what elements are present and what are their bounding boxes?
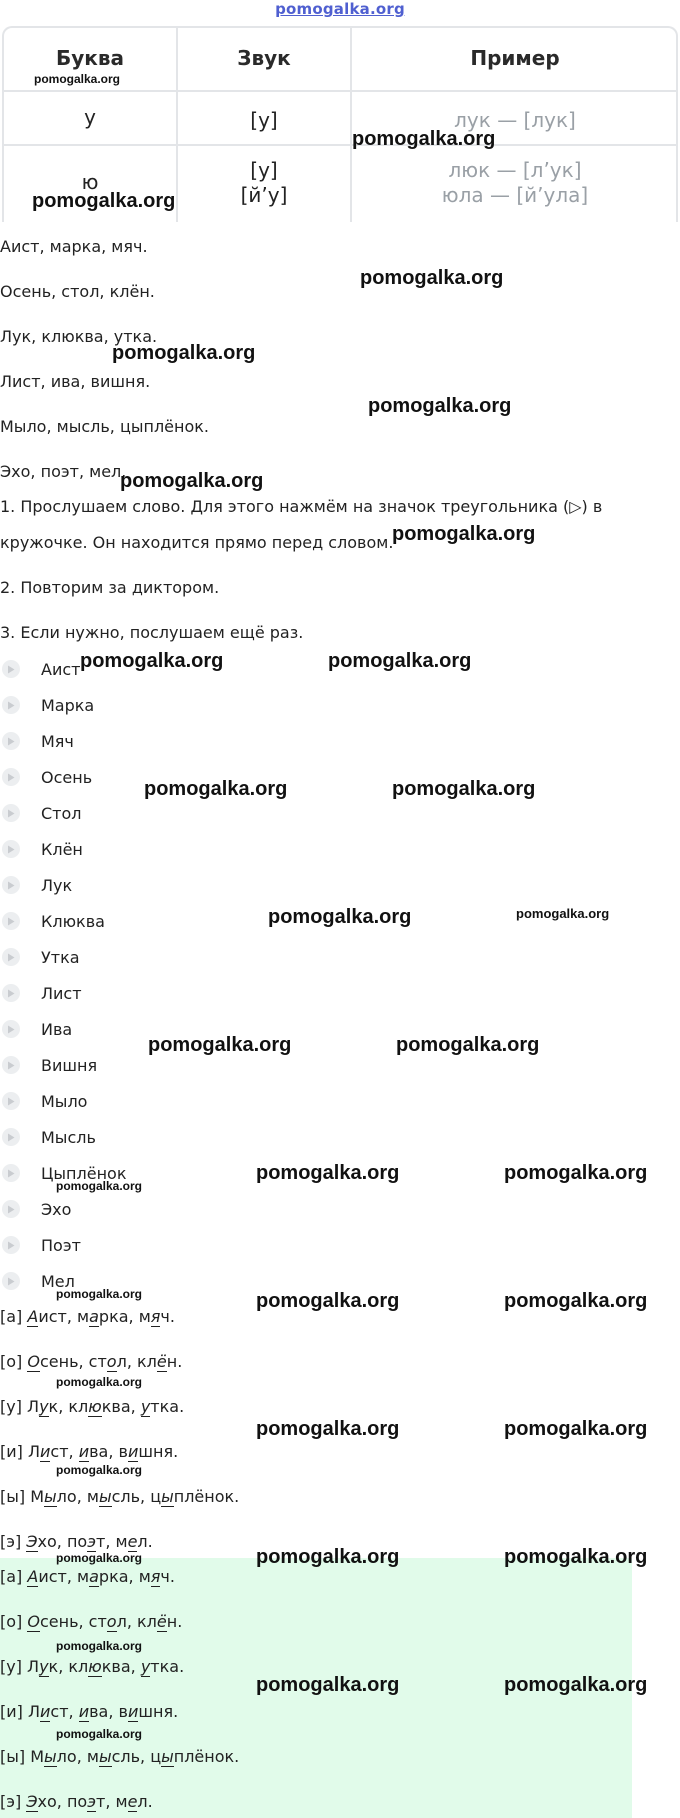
- answer-text: хо, по: [37, 1792, 88, 1811]
- answer-sound: [и]: [0, 1702, 23, 1721]
- audio-item: [0, 981, 82, 1005]
- vowel-mark: у: [39, 1397, 49, 1416]
- answer-line: [0, 1397, 184, 1416]
- watermark: pomogalka.org: [34, 72, 121, 86]
- answer-line: [0, 1352, 182, 1371]
- watermark: pomogalka.org: [120, 470, 264, 492]
- answer-text: М: [30, 1487, 45, 1506]
- watermark: pomogalka.org: [268, 906, 412, 928]
- answer-text: Л: [27, 1397, 40, 1416]
- watermark: pomogalka.org: [256, 1546, 400, 1568]
- answer-text: Л: [27, 1657, 40, 1676]
- answer-text: рка, м: [98, 1567, 151, 1586]
- vowel-mark: и: [78, 1702, 90, 1721]
- answer-text: Л: [27, 1442, 41, 1461]
- answer-text: сень, ст: [39, 1352, 107, 1371]
- header-letter: Буква: [55, 46, 124, 70]
- audio-item: [0, 1053, 98, 1077]
- vowel-mark: и: [40, 1442, 51, 1461]
- watermark: pomogalka.org: [256, 1674, 400, 1696]
- play-button-icon[interactable]: [2, 1056, 20, 1074]
- answer-text: сль, ц: [111, 1487, 162, 1506]
- audio-word-label: Ива: [41, 1019, 73, 1039]
- audio-word-label: Мыло: [41, 1091, 88, 1111]
- answer-line: [0, 1487, 239, 1506]
- play-button-icon[interactable]: [2, 1272, 20, 1290]
- answer-text: Л: [27, 1702, 41, 1721]
- vowel-mark: ы: [98, 1747, 112, 1766]
- watermark: pomogalka.org: [56, 1179, 143, 1193]
- vowel-mark: я: [150, 1567, 161, 1586]
- answer-sound: [ы]: [0, 1747, 26, 1766]
- audio-item: [0, 1233, 81, 1257]
- answer-text: н.: [166, 1352, 183, 1371]
- vowel-mark: я: [150, 1307, 161, 1326]
- header-example: Пример: [470, 46, 560, 70]
- row1-sound: [у]: [250, 108, 278, 132]
- answer-text: ва, в: [89, 1442, 128, 1461]
- audio-word-label: Утка: [41, 947, 80, 967]
- answer-text: ст,: [50, 1702, 79, 1721]
- answer-text: л, кл: [116, 1352, 157, 1371]
- play-button-icon[interactable]: [2, 768, 20, 786]
- audio-item: [0, 693, 95, 717]
- watermark: pomogalka.org: [256, 1418, 400, 1440]
- row2-sound1: [у]: [250, 158, 278, 182]
- answer-text: ло, м: [56, 1747, 99, 1766]
- answer-text: н.: [166, 1612, 183, 1631]
- answer-text: ва, в: [89, 1702, 128, 1721]
- play-button-icon[interactable]: [2, 804, 20, 822]
- answer-sound: [а]: [0, 1567, 23, 1586]
- vowel-mark: е: [127, 1532, 138, 1551]
- audio-word-label: Эхо: [41, 1199, 72, 1219]
- answer-line: [0, 1567, 175, 1586]
- row1-letter: у: [84, 105, 96, 129]
- play-button-icon[interactable]: [2, 840, 20, 858]
- audio-word-label: Клён: [41, 839, 83, 859]
- divider: [4, 144, 676, 146]
- answer-text: сень, ст: [39, 1612, 107, 1631]
- word-line: Аист, марка, мяч.: [0, 237, 148, 256]
- play-button-icon[interactable]: [2, 984, 20, 1002]
- vowel-mark: ы: [161, 1747, 174, 1766]
- vowel-mark: е: [127, 1792, 138, 1811]
- answer-sound: [ы]: [0, 1487, 26, 1506]
- audio-item: [0, 1017, 73, 1041]
- vowel-mark: о: [106, 1612, 117, 1631]
- vowel-mark: ё: [156, 1612, 167, 1631]
- answer-text: сль, ц: [111, 1747, 162, 1766]
- play-button-icon[interactable]: [2, 660, 20, 678]
- answer-text: ло, м: [56, 1487, 99, 1506]
- answer-line: [0, 1792, 153, 1811]
- watermark: pomogalka.org: [396, 1034, 540, 1056]
- audio-item: [0, 1125, 96, 1149]
- vowel-mark: О: [27, 1352, 40, 1371]
- audio-item: [0, 945, 80, 969]
- answer-text: л.: [137, 1792, 153, 1811]
- audio-item: [0, 729, 74, 753]
- play-button-icon[interactable]: [2, 1200, 20, 1218]
- step-3: 3. Если нужно, послушаем ещё раз.: [0, 623, 304, 642]
- audio-word-label: Марка: [41, 695, 95, 715]
- watermark: pomogalka.org: [148, 1034, 292, 1056]
- watermark: pomogalka.org: [504, 1290, 648, 1312]
- watermark: pomogalka.org: [392, 523, 536, 545]
- answer-line: [0, 1747, 239, 1766]
- answer-sound: [а]: [0, 1307, 23, 1326]
- answer-line: [0, 1657, 184, 1676]
- answer-text: т, м: [96, 1792, 128, 1811]
- audio-item: [0, 873, 73, 897]
- play-button-icon[interactable]: [2, 1236, 20, 1254]
- vowel-mark: э: [87, 1792, 96, 1811]
- vowel-mark: а: [89, 1307, 99, 1326]
- answer-text: ист, м: [38, 1307, 90, 1326]
- audio-item: [0, 1161, 127, 1185]
- step-1: 1. Прослушаем слово. Для этого нажмём на значок треугольника (▷) в: [0, 497, 603, 516]
- watermark: pomogalka.org: [504, 1546, 648, 1568]
- vowel-mark: ы: [44, 1747, 57, 1766]
- play-button-icon[interactable]: [2, 732, 20, 750]
- play-button-icon[interactable]: [2, 948, 20, 966]
- row2-letter: ю: [81, 170, 99, 194]
- watermark: pomogalka.org: [56, 1551, 143, 1565]
- audio-word-label: Цыплёнок: [41, 1163, 127, 1183]
- play-button-icon[interactable]: [2, 1020, 20, 1038]
- answer-sound: [э]: [0, 1532, 22, 1551]
- row2-sound2: [й’у]: [240, 183, 288, 207]
- row2-example2: юла — [й’ула]: [441, 183, 589, 207]
- vowel-mark: ю: [88, 1657, 102, 1676]
- answer-text: тка.: [150, 1397, 185, 1416]
- answer-text: ист, м: [38, 1567, 90, 1586]
- watermark: pomogalka.org: [504, 1162, 648, 1184]
- watermark: pomogalka.org: [56, 1287, 143, 1301]
- audio-word-label: Мел: [41, 1271, 75, 1291]
- row1-example: лук — [лук]: [454, 108, 576, 132]
- answer-line: [0, 1307, 175, 1326]
- audio-item: [0, 657, 81, 681]
- answer-text: шня.: [138, 1702, 179, 1721]
- audio-word-label: Поэт: [41, 1235, 81, 1255]
- word-line: Лук, клюква, утка.: [0, 327, 158, 346]
- vowel-mark: О: [27, 1612, 40, 1631]
- word-line: Эхо, поэт, мел.: [0, 462, 127, 481]
- divider: [4, 90, 676, 92]
- vowel-mark: у: [140, 1397, 151, 1416]
- vowel-mark: и: [127, 1442, 139, 1461]
- vowel-mark: ы: [44, 1487, 57, 1506]
- audio-word-label: Вишня: [41, 1055, 98, 1075]
- watermark: pomogalka.org: [56, 1375, 143, 1389]
- watermark: pomogalka.org: [516, 906, 610, 921]
- answer-line: [0, 1442, 178, 1461]
- vowel-mark: и: [40, 1702, 51, 1721]
- watermark: pomogalka.org: [328, 650, 472, 672]
- vowel-mark: и: [127, 1702, 139, 1721]
- vowel-mark: А: [27, 1307, 39, 1326]
- watermark: pomogalka.org: [32, 190, 176, 212]
- watermark: pomogalka.org: [56, 1727, 143, 1741]
- audio-word-label: Мысль: [41, 1127, 96, 1147]
- vowel-mark: Э: [26, 1792, 38, 1811]
- answer-text: ч.: [160, 1307, 175, 1326]
- answer-text: шня.: [138, 1442, 179, 1461]
- answer-sound: [и]: [0, 1442, 23, 1461]
- answer-text: рка, м: [98, 1307, 151, 1326]
- answer-sound: [о]: [0, 1352, 23, 1371]
- answer-sound: [э]: [0, 1792, 22, 1811]
- audio-item: [0, 1089, 88, 1113]
- audio-word-label: Клюква: [41, 911, 105, 931]
- answer-text: ст,: [50, 1442, 79, 1461]
- audio-item: [0, 1269, 75, 1293]
- step-1-cont: кружочке. Он находится прямо перед словом.: [0, 533, 394, 552]
- answer-line: [0, 1612, 182, 1631]
- vowel-mark: ё: [156, 1352, 167, 1371]
- answer-line: [0, 1532, 153, 1551]
- play-button-icon[interactable]: [2, 1092, 20, 1110]
- answer-text: хо, по: [37, 1532, 88, 1551]
- answer-sound: [у]: [0, 1657, 22, 1676]
- answer-sound: [у]: [0, 1397, 22, 1416]
- answer-text: тка.: [150, 1657, 185, 1676]
- answer-text: М: [30, 1747, 45, 1766]
- vowel-mark: у: [140, 1657, 151, 1676]
- play-button-icon[interactable]: [2, 696, 20, 714]
- watermark: pomogalka.org: [504, 1418, 648, 1440]
- answer-text: к, кл: [48, 1397, 89, 1416]
- vowel-mark: и: [78, 1442, 90, 1461]
- word-line: Осень, стол, клён.: [0, 282, 155, 301]
- header-sound: Звук: [237, 46, 291, 70]
- vowel-mark: ы: [161, 1487, 174, 1506]
- play-button-icon[interactable]: [2, 876, 20, 894]
- watermark: pomogalka.org: [56, 1463, 143, 1477]
- word-line: Лист, ива, вишня.: [0, 372, 151, 391]
- audio-item: [0, 1197, 72, 1221]
- watermark: pomogalka.org: [56, 1639, 143, 1653]
- vowel-mark: о: [106, 1352, 117, 1371]
- row2-example1: люк — [л’ук]: [448, 158, 582, 182]
- audio-word-label: Стол: [41, 803, 82, 823]
- vowel-mark: ю: [88, 1397, 102, 1416]
- site-link[interactable]: pomogalka.org: [275, 0, 405, 18]
- answer-text: т, м: [96, 1532, 128, 1551]
- vowel-mark: А: [27, 1567, 39, 1586]
- audio-word-label: Лук: [41, 875, 73, 895]
- word-line: Мыло, мысль, цыплёнок.: [0, 417, 210, 436]
- answer-text: ква,: [101, 1657, 141, 1676]
- answer-text: ч.: [160, 1567, 175, 1586]
- answer-text: ква,: [101, 1397, 141, 1416]
- watermark: pomogalka.org: [352, 128, 496, 150]
- vowel-mark: Э: [26, 1532, 38, 1551]
- vowel-mark: ы: [98, 1487, 112, 1506]
- vowel-mark: а: [89, 1567, 99, 1586]
- audio-item: [0, 801, 82, 825]
- play-button-icon[interactable]: [2, 1128, 20, 1146]
- watermark: pomogalka.org: [392, 778, 536, 800]
- audio-word-label: Лист: [41, 983, 82, 1003]
- answer-text: л, кл: [116, 1612, 157, 1631]
- answer-line: [0, 1702, 178, 1721]
- audio-word-label: Мяч: [41, 731, 74, 751]
- watermark: pomogalka.org: [144, 778, 288, 800]
- audio-word-label: Осень: [41, 767, 93, 787]
- watermark: pomogalka.org: [80, 650, 224, 672]
- play-button-icon[interactable]: [2, 912, 20, 930]
- watermark: pomogalka.org: [256, 1162, 400, 1184]
- audio-item: [0, 765, 93, 789]
- answer-text: к, кл: [48, 1657, 89, 1676]
- answer-text: плёнок.: [173, 1747, 240, 1766]
- answer-text: л.: [137, 1532, 153, 1551]
- vowel-mark: э: [87, 1532, 96, 1551]
- watermark: pomogalka.org: [368, 395, 512, 417]
- step-2: 2. Повторим за диктором.: [0, 578, 220, 597]
- play-button-icon[interactable]: [2, 1164, 20, 1182]
- answer-text: плёнок.: [173, 1487, 240, 1506]
- watermark: pomogalka.org: [256, 1290, 400, 1312]
- watermark: pomogalka.org: [360, 267, 504, 289]
- vowel-mark: у: [39, 1657, 49, 1676]
- watermark: pomogalka.org: [112, 342, 256, 364]
- watermark: pomogalka.org: [504, 1674, 648, 1696]
- audio-word-label: Аист: [41, 659, 81, 679]
- audio-item: [0, 909, 105, 933]
- audio-item: [0, 837, 83, 861]
- answer-sound: [о]: [0, 1612, 23, 1631]
